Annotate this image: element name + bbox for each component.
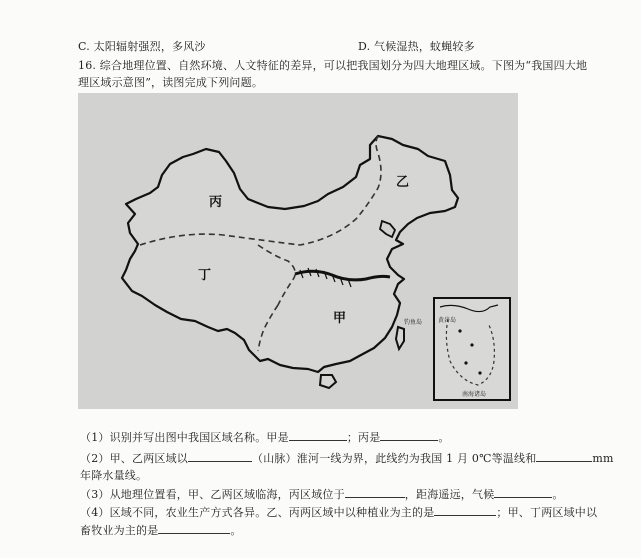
q4-text-d: 。 xyxy=(230,524,242,537)
q3-answer-climate[interactable] xyxy=(494,487,552,498)
q4-text-a: （4）区域不同，农业生产方式各异。乙、丙两区域中以种植业为主的是 xyxy=(80,506,435,519)
island-label: 钓鱼岛 xyxy=(404,319,423,326)
inset-island-b xyxy=(470,343,473,346)
q2-text-b: （山脉）淮河一线为界，此线约为我国 1 月 0℃等温线和 xyxy=(252,452,537,465)
q3-text-a: （3）从地理位置看，甲、乙两区域临海，丙区域位于 xyxy=(80,488,345,501)
sub-question-2 xyxy=(80,451,614,466)
sub-question-2-cont: 年降水量线。 xyxy=(80,469,148,482)
q2-text-c: mm xyxy=(592,452,614,465)
option-c: C. 太阳辐射强烈，多风沙 xyxy=(78,40,206,53)
region-label-yi: 乙 xyxy=(396,175,410,190)
q1-answer-jia[interactable] xyxy=(289,430,347,441)
q4-answer-livestock[interactable] xyxy=(158,523,230,534)
q4-text-b: ；甲、丁两区域中以 xyxy=(496,506,598,519)
q1-text-a: （1）识别并写出图中我国区域名称。甲是 xyxy=(80,431,289,444)
region-label-jia: 甲 xyxy=(333,311,347,326)
q2-text-a: （2）甲、乙两区域以 xyxy=(80,452,188,465)
sub-question-4-cont xyxy=(80,523,242,538)
q1-answer-bing[interactable] xyxy=(380,430,438,441)
sub-question-3 xyxy=(80,487,564,502)
region-label-ding: 丁 xyxy=(198,268,212,283)
q2-answer-mountain[interactable] xyxy=(188,451,252,462)
q3-text-b: ，距海遥远，气候 xyxy=(404,488,495,501)
question-stem-line2: 理区域示意图”，读图完成下列问题。 xyxy=(78,76,264,89)
q1-text-c: 。 xyxy=(438,431,450,444)
inset-island-c xyxy=(464,361,467,364)
sub-question-1 xyxy=(80,430,450,445)
china-regions-map xyxy=(78,93,518,409)
q4-text-c: 畜牧业为主的是 xyxy=(80,524,159,537)
q4-answer-crop[interactable] xyxy=(434,505,496,516)
hainan-island xyxy=(320,375,336,388)
q3-text-c: 。 xyxy=(552,488,564,501)
south-sea-inset-frame xyxy=(434,298,510,400)
inset-title: 南海诸岛 xyxy=(462,391,487,398)
region-label-bing: 丙 xyxy=(209,195,223,210)
option-d: D. 气候湿热，蚊蝇较多 xyxy=(358,40,475,53)
taiwan-island xyxy=(396,327,404,349)
q1-text-b: ；丙是 xyxy=(346,431,381,444)
inset-islands-label: 黄岩岛 xyxy=(438,317,457,324)
inset-island-a xyxy=(458,329,461,332)
inset-island-d xyxy=(478,371,481,374)
q3-answer-location[interactable] xyxy=(345,487,405,498)
sub-question-4 xyxy=(80,505,597,520)
question-stem-line1: 16. 综合地理位置、自然环境、人文特征的差异，可以把我国划分为四大地理区域。下图为“我国四大地 xyxy=(78,59,588,72)
q2-answer-precip[interactable] xyxy=(536,451,592,462)
